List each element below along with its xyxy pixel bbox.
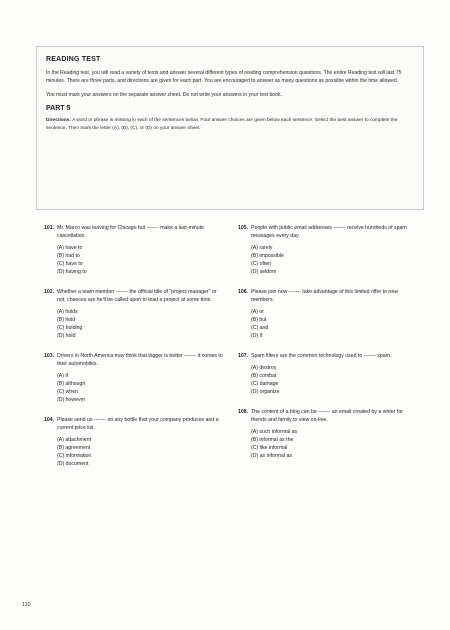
question-item: [44, 352, 224, 404]
reading-test-title: READING TEST: [46, 56, 101, 63]
directions: [46, 117, 414, 132]
answer-option: (A) have to: [57, 245, 83, 251]
answer-option: (A) such informal as: [251, 429, 298, 435]
answer-option: (D) hold: [57, 333, 76, 339]
answer-option: (B) impossible: [251, 253, 284, 259]
answer-options: [57, 436, 224, 468]
answer-option: (A) destroy: [251, 365, 277, 371]
question-text: Mr. Marco was leaving for Chicago but ------- make a last-minute cancellation.: [57, 225, 205, 239]
answer-option: (B) hold: [57, 317, 76, 323]
answer-option: (C) and: [251, 325, 269, 331]
part-title: PART 5: [46, 105, 71, 112]
page-number: 110: [22, 602, 31, 608]
question-item: [238, 352, 418, 396]
answer-option: (D) having to: [57, 269, 87, 275]
answer-options: [251, 364, 418, 396]
question-text: People with public email addresses ------- receive hundreds of spam messages every day.: [251, 225, 407, 239]
question-text: Drivers in North America may think that bigger is better ------- it comes to their automobiles.: [57, 353, 223, 367]
question-number: 102.: [44, 289, 55, 295]
question-text: Whether a team member ------- the official title of "project manager" or not, chances are he'll be called upon to lead a project at some time.: [57, 289, 217, 303]
answer-options: [57, 372, 224, 404]
answer-options: [57, 244, 224, 276]
question-item: [238, 224, 418, 276]
answer-option: (A) rarely: [251, 245, 273, 251]
answer-option: (C) have to: [57, 261, 83, 267]
answer-option: (B) agreement: [57, 445, 91, 451]
questions-column-right: [238, 224, 418, 472]
question-number: 105.: [238, 225, 249, 231]
answer-options: [251, 428, 418, 460]
question-number: 101.: [44, 225, 55, 231]
question-number: 106.: [238, 289, 249, 295]
answer-option: (D) organize: [251, 389, 280, 395]
question-item: [238, 288, 418, 340]
directions-label: Directions:: [46, 118, 72, 123]
reading-test-intro-box: [36, 46, 424, 210]
answer-option: (D) document: [57, 461, 89, 467]
question-text: Please join now ------- take advantage of this limited offer to new members.: [251, 289, 398, 303]
answer-option: (C) often: [251, 261, 272, 267]
answer-option: (C) damage: [251, 381, 279, 387]
answer-option: (C) like informal: [251, 445, 288, 451]
question-item: [44, 416, 224, 468]
questions-column-left: [44, 224, 224, 480]
directions-text: A word or phrase is missing in each of the sentences below. Four answer choices are given below each sentence. Select the best answer to complete the sentence. Then mark the letter (A), (B), (C), or (D) on your answer sheet.: [46, 118, 398, 131]
question-item: [44, 288, 224, 340]
intro-paragraph-1: In the Reading test, you will read a variety of texts and answer several different types of reading comprehension questions. The entire Reading test will last 75 minutes. There are three parts, and directions are given for each part. You are encouraged to answer as many questions as possible within the time allowed.: [46, 70, 402, 84]
answer-option: (B) although: [57, 381, 86, 387]
answer-option: (A) holds: [57, 309, 78, 315]
question-number: 108.: [238, 409, 249, 415]
question-number: 107.: [238, 353, 249, 359]
answer-option: (C) when: [57, 389, 79, 395]
question-number: 104.: [44, 417, 55, 423]
question-text: The content of a blog can be ------- an email created by a writer for friends and family to view on-line.: [251, 409, 403, 423]
answer-option: (A) attachment: [57, 437, 92, 443]
question-text: Spam filters are the common technology used to ------- spam.: [251, 353, 392, 359]
question-number: 103.: [44, 353, 55, 359]
intro-paragraph-2: You must mark your answers on the separate answer sheet. Do not write your answers in your test book.: [46, 92, 282, 98]
answer-option: (A) if: [57, 373, 68, 379]
answer-option: (B) combat: [251, 373, 277, 379]
answer-option: (D) seldom: [251, 269, 277, 275]
answer-option: (B) informal as the: [251, 437, 294, 443]
question-item: [238, 408, 418, 460]
answer-options: [57, 308, 224, 340]
answer-option: (D) however: [57, 397, 86, 403]
question-text: Please send us ------- on any bottle that your company produces and a current price list.: [57, 417, 219, 431]
answer-option: (B) had to: [57, 253, 80, 259]
answer-option: (B) but: [251, 317, 267, 323]
answer-option: (C) holding: [57, 325, 83, 331]
answer-option: (C) information: [57, 453, 92, 459]
answer-options: [251, 308, 418, 340]
answer-option: (D) if: [251, 333, 263, 339]
answer-option: (A) or: [251, 309, 264, 315]
question-item: [44, 224, 224, 276]
answer-option: (D) as informal as: [251, 453, 292, 459]
answer-options: [251, 244, 418, 276]
